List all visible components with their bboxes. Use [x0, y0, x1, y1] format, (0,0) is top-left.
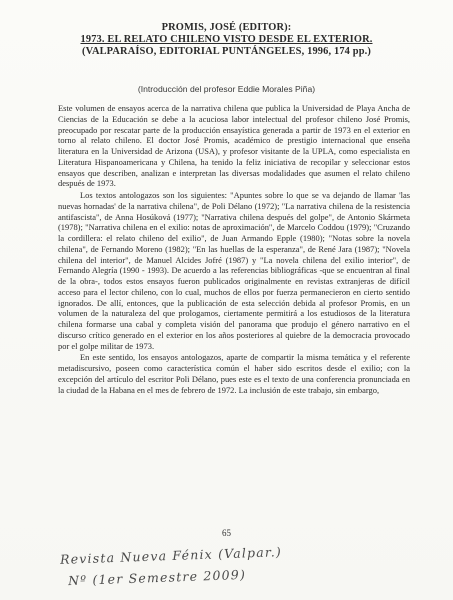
book-reference-header [0, 22, 453, 57]
paragraph: En este sentido, los ensayos antologazos, aparte de compartir la misma temática y el referente metadiscursivo, poseen como característica común el haber sido escritos desde el exilio; con la excepción del artículo del escritor Poli Délano, pues este es el texto de una conferencia pronunciada en la ciudad de la Habana en el mes de febrero de 1972. La inclusión de este trabajo, sin embargo, [58, 352, 410, 395]
book-title: 1973. EL RELATO CHILENO VISTO DESDE EL EXTERIOR. [80, 33, 373, 45]
publication-details: (VALPARAÍSO, EDITORIAL PUNTÁNGELES, 1996, 174 pp.) [82, 45, 371, 57]
handwritten-note: Nº (1er Semestre 2009) [67, 566, 247, 589]
editor-line: PROMIS, JOSÉ (EDITOR): [161, 22, 292, 33]
paragraph: Los textos antologazos son los siguientes: "Apuntes sobre lo que se va dejando de llamar 'las nuevas hornadas' de la narrativa chilena", de Poli Délano (1972); "La narrativa chilena de la resistencia antifascista", de Anna Hosúková (1977); "Narrativa chilena después del golpe", de Antonio Skármeta (1978); "Narrativa chilena en el exilio: notas de aproximación", de Marcelo Coddou (1979); "Cruzando la cordillera: el relato chileno del exilio", de Juan Armando Epple (1980); "Notas sobre la novela chilena", de Fernando Moreno (1982); "En las huellas de la esperanza", de René Jara (1987); "Novela chilena del interior", de Manuel Alcides Jofré (1987) y "La novela chilena del exilio interior", de Fernando Alegría (1990 - 1993). De acuerdo a las referencias bibliográficas -que se encuentran al final de la obra-, todos estos ensayos fueron publicados originalmente en revistas extranjeras de difícil acceso para el lector chileno, con lo cual, muchos de ellos por fuerza permanecieron en cierto sentido ignorados. De allí, entonces, que la publicación de esta selección debida al profesor Promis, en un volumen de la naturaleza del que prologamos, ciertamente permitirá a los estudiosos de la literatura chilena formarse una cabal y completa visión del panorama que produjo el género narrativo en el discurso crítico generado en el exterior en los años posteriores al quiebre de la democracia provocado por el golpe militar de 1973. [58, 190, 410, 351]
page-number: 65 [222, 528, 231, 538]
introduction-credit: (Introducción del profesor Eddie Morales Piña) [137, 84, 316, 94]
handwritten-note: Revista Nueva Fénix (Valpar.) [59, 544, 283, 567]
paragraph: Este volumen de ensayos acerca de la narrativa chilena que publica la Universidad de Playa Ancha de Ciencias de la Educación se debe a la acuciosa labor intelectual del profesor chileno José Promis, preocupado por rescatar parte de la producción ensayística generada a partir de 1973 en el exterior en torno al relato chileno. El doctor José Promis, académico de prestigio internacional que enseña literatura en la Universidad de Arizona (USA), y profesor visitante de la UPLA, como especialista en Literatura Hispanoamericana y Chilena, ha tenido la feliz iniciativa de recopilar y seleccionar estos ensayos que describen, analizan e interpretan las diversas modalidades que asumen el relato chileno después de 1973. [58, 103, 410, 189]
body-text [58, 103, 410, 395]
